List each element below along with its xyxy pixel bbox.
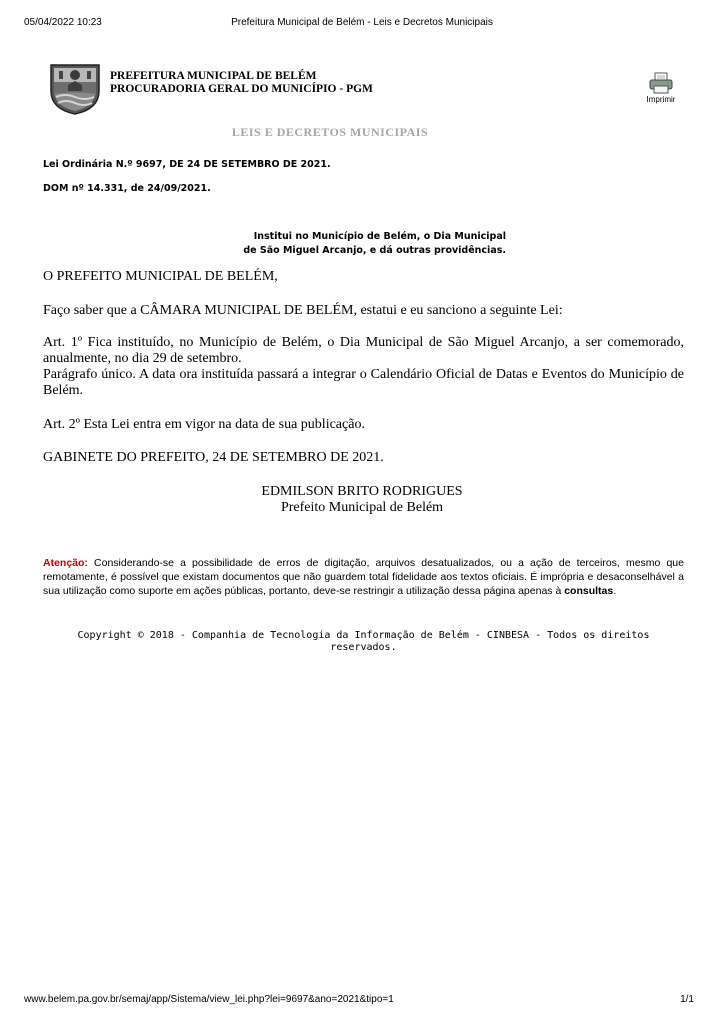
signature-block	[0, 484, 724, 516]
notice-emphasis: consultas	[564, 585, 614, 597]
opening-line: O PREFEITO MUNICIPAL DE BELÉM,	[43, 269, 278, 284]
signer-title: Prefeito Municipal de Belém	[280, 500, 444, 515]
disclaimer-notice	[43, 556, 684, 598]
print-label: Imprimir	[646, 95, 676, 104]
ementa-line: de São Miguel Arcanjo, e dá outras providências.	[243, 245, 506, 256]
article-2: Art. 2º Esta Lei entra em vigor na data de sua publicação.	[43, 417, 365, 432]
notice-label: Atenção:	[43, 557, 88, 569]
print-page-count: 1/1	[680, 994, 694, 1005]
print-page-title: Prefeitura Municipal de Belém - Leis e Decretos Municipais	[231, 17, 493, 28]
org-line-pgm: PROCURADORIA GERAL DO MUNICÍPIO - PGM	[110, 83, 373, 95]
print-datetime: 05/04/2022 10:23	[24, 17, 102, 28]
ementa-line: Institui no Município de Belém, o Dia Municipal	[253, 231, 506, 242]
law-ementa	[226, 230, 506, 258]
dom-reference: DOM nº 14.331, de 24/09/2021.	[43, 183, 211, 194]
notice-text-end: .	[613, 585, 617, 597]
copyright: Copyright © 2018 - Companhia de Tecnologia da Informação de Belém - CINBESA - Todos os direitos reservados.	[77, 630, 650, 653]
article-1-paragraph: Parágrafo único. A data ora instituída passará a integrar o Calendário Oficial de Datas e Eventos do Município de Belém.	[43, 367, 684, 398]
org-line-prefeitura: PREFEITURA MUNICIPAL DE BELÉM	[110, 70, 317, 82]
law-identifier: Lei Ordinária N.º 9697, DE 24 DE SETEMBRO DE 2021.	[43, 159, 331, 170]
org-name	[110, 70, 373, 96]
notice-text: Considerando-se a possibilidade de erros de digitação, arquivos desatualizados, ou a ação de terceiros, mesmo que remotamente, é possível que existam documentos que não guardem total fidelidade aos textos oficiais. É imprópria e desaconselhável a sua utilização como suporte em ações públicas, portanto, deve-se restringir a utilização dessa página apenas à	[43, 557, 684, 597]
printer-icon	[648, 72, 674, 94]
belem-coat-of-arms-icon	[48, 61, 102, 115]
print-url: www.belem.pa.gov.br/semaj/app/Sistema/view_lei.php?lei=9697&ano=2021&tipo=1	[24, 994, 394, 1005]
closing-line: GABINETE DO PREFEITO, 24 DE SETEMBRO DE 2021.	[43, 450, 384, 465]
section-title: LEIS E DECRETOS MUNICIPAIS	[231, 125, 429, 139]
print-button[interactable]	[640, 72, 682, 106]
enactment-line: Faço saber que a CÂMARA MUNICIPAL DE BELÉM, estatui e eu sanciono a seguinte Lei:	[43, 303, 563, 318]
signer-name: EDMILSON BRITO RODRIGUES	[261, 484, 463, 499]
article-1: Art. 1º Fica instituído, no Município de Belém, o Dia Municipal de São Miguel Arcanjo, a ser comemorado, anualmente, no dia 29 de setembro.	[43, 335, 684, 366]
